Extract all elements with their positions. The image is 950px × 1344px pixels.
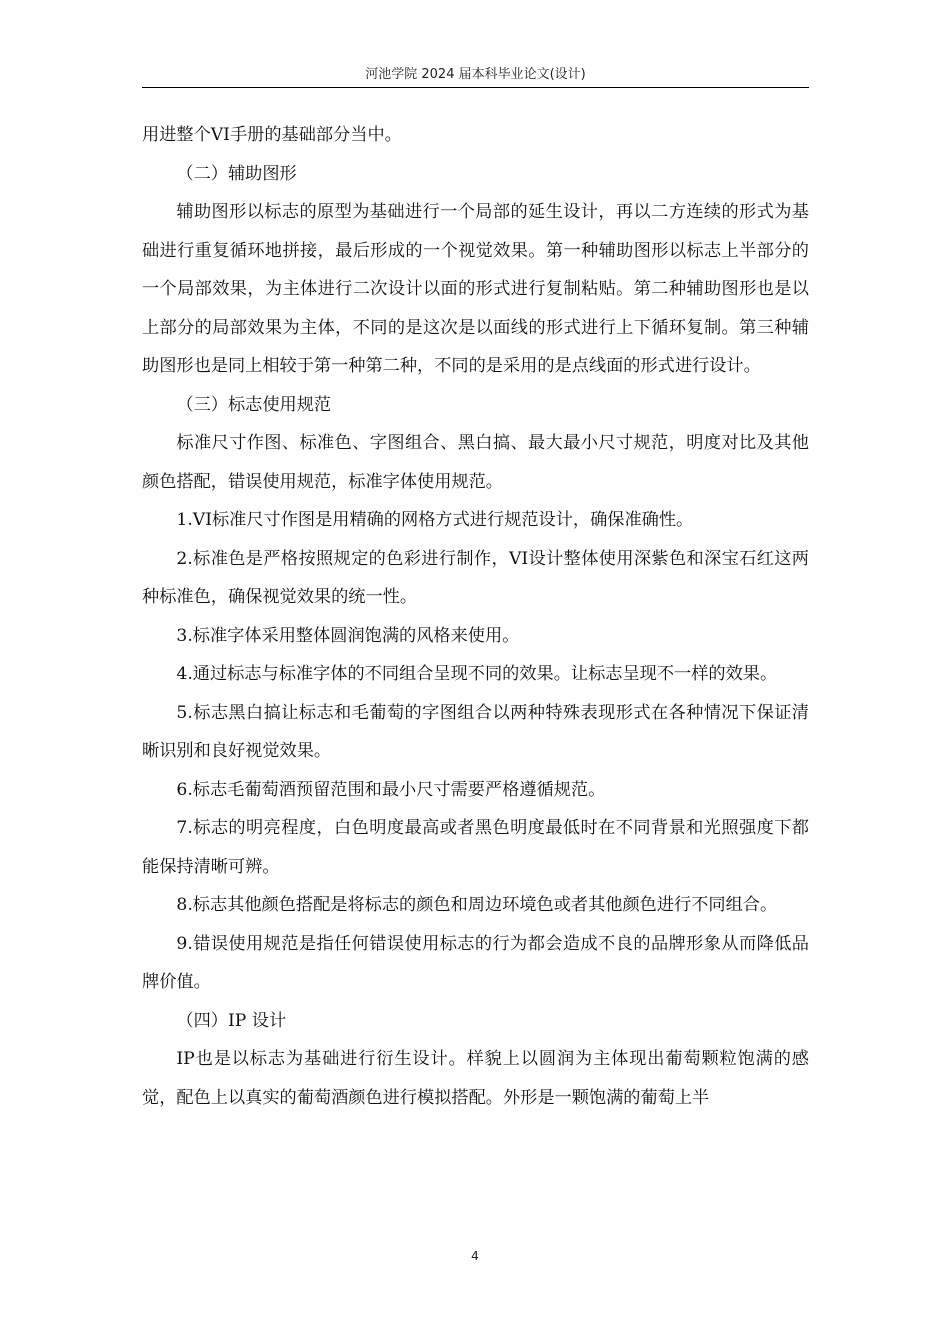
list-item-1: 1.VI标准尺寸作图是用精确的网格方式进行规范设计，确保准确性。 bbox=[176, 510, 694, 530]
list-item-4: 4.通过标志与标准字体的不同组合呈现不同的效果。让标志呈现不一样的效果。 bbox=[176, 664, 778, 684]
list-item-6: 6.标志毛葡萄酒预留范围和最小尺寸需要严格遵循规范。 bbox=[176, 779, 606, 800]
continuation-text: 用进整个VI手册的基础部分当中。 bbox=[142, 125, 402, 145]
list-item-2: 2.标准色是严格按照规定的色彩进行制作，VI设计整体使用深紫色和深宝石红这两种标准色，确保视觉效果的统一性。 bbox=[142, 548, 809, 607]
list-item-9: 9.错误使用规范是指任何错误使用标志的行为都会造成不良的品牌形象从而降低品牌价值。 bbox=[142, 933, 809, 992]
section-heading-auxiliary-graphics: （二）辅助图形 bbox=[176, 163, 297, 184]
document-body bbox=[142, 116, 809, 1117]
page-number: 4 bbox=[471, 1249, 479, 1263]
list-item-7: 7.标志的明亮程度，白色明度最高或者黑色明度最低时在不同背景和光照强度下都能保持清晰可辨。 bbox=[142, 818, 809, 877]
paragraph-auxiliary-graphics: 辅助图形以标志的原型为基础进行一个局部的延生设计，再以二方连续的形式为基础进行重复循环地拼接，最后形成的一个视觉效果。第一种辅助图形以标志上半部分的一个局部效果，为主体进行二次设计以面的形式进行复制粘贴。第二种辅助图形也是以上部分的局部效果为主体，不同的是这次是以面线的形式进行上下循环复制。第三种辅助图形也是同上相较于第一种第二种，不同的是采用的是点线面的形式进行设计。 bbox=[142, 202, 809, 376]
list-item-8: 8.标志其他颜色搭配是将标志的颜色和周边环境色或者其他颜色进行不同组合。 bbox=[176, 895, 778, 915]
list-item-3: 3.标准字体采用整体圆润饱满的风格来使用。 bbox=[176, 625, 520, 646]
header-divider bbox=[142, 87, 809, 88]
paragraph-logo-usage-intro: 标准尺寸作图、标准色、字图组合、黑白搞、最大最小尺寸规范，明度对比及其他颜色搭配，错误使用规范，标准字体使用规范。 bbox=[142, 433, 809, 492]
paragraph-ip-design: IP也是以标志为基础进行衍生设计。样貌上以圆润为主体现出葡萄颗粒饱满的感觉，配色上以真实的葡萄酒颜色进行模拟搭配。外形是一颗饱满的葡萄上半 bbox=[142, 1049, 809, 1108]
list-item-5: 5.标志黑白搞让标志和毛葡萄的字图组合以两种特殊表现形式在各种情况下保证清晰识别和良好视觉效果。 bbox=[142, 702, 809, 761]
page-header: 河池学院 2024 届本科毕业论文(设计) bbox=[365, 67, 586, 82]
section-heading-logo-usage: （三）标志使用规范 bbox=[176, 394, 332, 415]
section-heading-ip-design: （四）IP 设计 bbox=[176, 1010, 287, 1031]
